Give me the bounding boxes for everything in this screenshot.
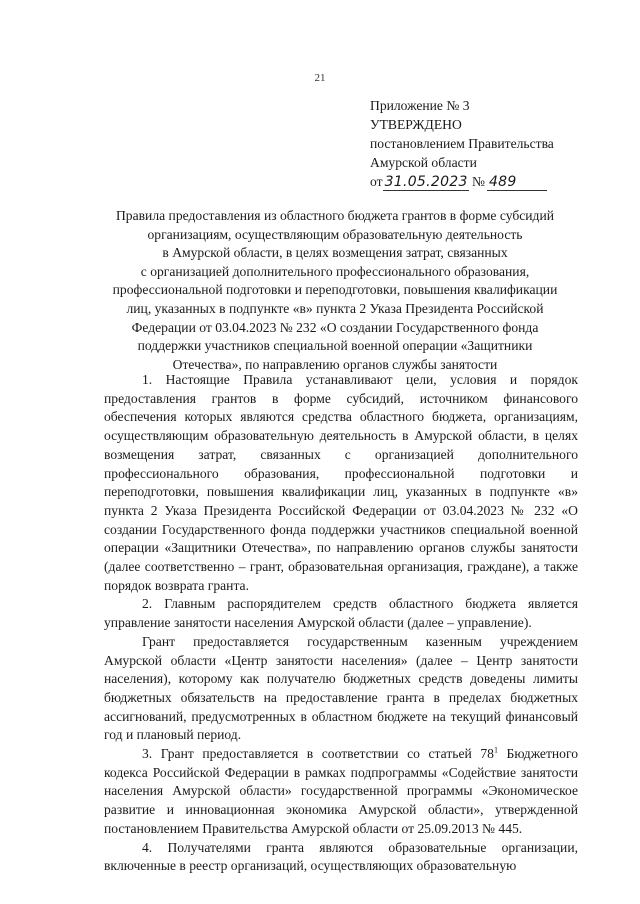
document-title bbox=[100, 207, 570, 374]
title-line: Отечества», по направлению органов службы занятости bbox=[172, 356, 498, 372]
appendix-label: Приложение № 3 bbox=[370, 98, 470, 113]
date-prefix: от bbox=[370, 174, 383, 189]
region-label: Амурской области bbox=[370, 155, 477, 170]
date-number-line bbox=[370, 172, 610, 191]
paragraph-3-end: Бюджетного кодекса Российской Федерации в рамках подпрограммы «Содействие занятости населения Амурской области» государственной программы «Экономическое развитие и инновационная экономика Амурской области», утвержденной постановлением Правительства Амурской области от 25.09.2013 № 445. bbox=[104, 746, 578, 836]
handwritten-number: 489 bbox=[487, 175, 547, 191]
paragraph-2-grant: Грант предоставляется государственным казенным учреждением Амурской области «Центр занятости населения» (далее – Центр занятости населения), которому как получателю бюджетных средств доведены лимиты бюджетных обязательств на предоставление гранта в пределах бюджетных ассигнований, предусмотренных в областном бюджете на текущий финансовый год и плановый период. bbox=[104, 633, 578, 743]
title-line: в Амурской области, в целях возмещения затрат, связанных bbox=[162, 245, 508, 261]
paragraph-1: 1. Настоящие Правила устанавливают цели, условия и порядок предоставления грантов в форме субсидий, источником финансового обеспечения которых являются средства областного бюджета, организациям, осуществляющим образовательную деятельность в Амурской области, в целях возмещения затрат, связанных с организацией дополнительного профессионального образования, профессиональной подготовки и переподготовки, повышения квалификации лиц, указанных в подпункте «в» пункта 2 Указа Президента Российской Федерации от 03.04.2023 № 232 «О создании Государственного фонда поддержки участников специальной военной операции «Защитники Отечества», по направлению органов службы занятости (далее соответственно – грант, образовательная организация, граждане), а также порядок возврата гранта. bbox=[104, 372, 578, 593]
article-superscript: 1 bbox=[493, 745, 498, 755]
title-line: организациям, осуществляющим образовательную деятельность bbox=[147, 226, 523, 242]
title-line: Правила предоставления из областного бюджета грантов в форме субсидий bbox=[115, 208, 555, 223]
paragraph-2: 2. Главным распорядителем средств областного бюджета является управление занятости населения Амурской области (далее – управление). bbox=[104, 596, 578, 631]
approval-block bbox=[370, 96, 610, 191]
title-line: Федерации от 03.04.2023 № 232 «О создании Государственного фонда bbox=[131, 319, 539, 335]
title-line: профессиональной подготовки и переподготовки, повышения квалификации bbox=[112, 282, 558, 298]
paragraph-3 bbox=[104, 745, 578, 839]
decree-label: постановлением Правительства bbox=[370, 136, 554, 151]
page-number: 21 bbox=[314, 72, 326, 84]
paragraph-4: 4. Получателями гранта являются образовательные организации, включенные в реестр организаций, осуществляющих образовательную bbox=[104, 839, 578, 874]
title-line: с организацией дополнительного профессионального образования, bbox=[140, 263, 530, 279]
handwritten-date: 31.05.2023 bbox=[384, 174, 468, 190]
number-prefix: № bbox=[471, 174, 485, 189]
title-line: лиц, указанных в подпункте «в» пункта 2 Указа Президента Российской bbox=[126, 300, 544, 316]
document-body bbox=[104, 371, 578, 876]
title-line: поддержки участников специальной военной операции «Защитники bbox=[137, 338, 533, 354]
paragraph-3-start: 3. Грант предоставляется в соответствии со статьей 78 bbox=[142, 746, 494, 762]
approved-label: УТВЕРЖДЕНО bbox=[370, 117, 462, 132]
